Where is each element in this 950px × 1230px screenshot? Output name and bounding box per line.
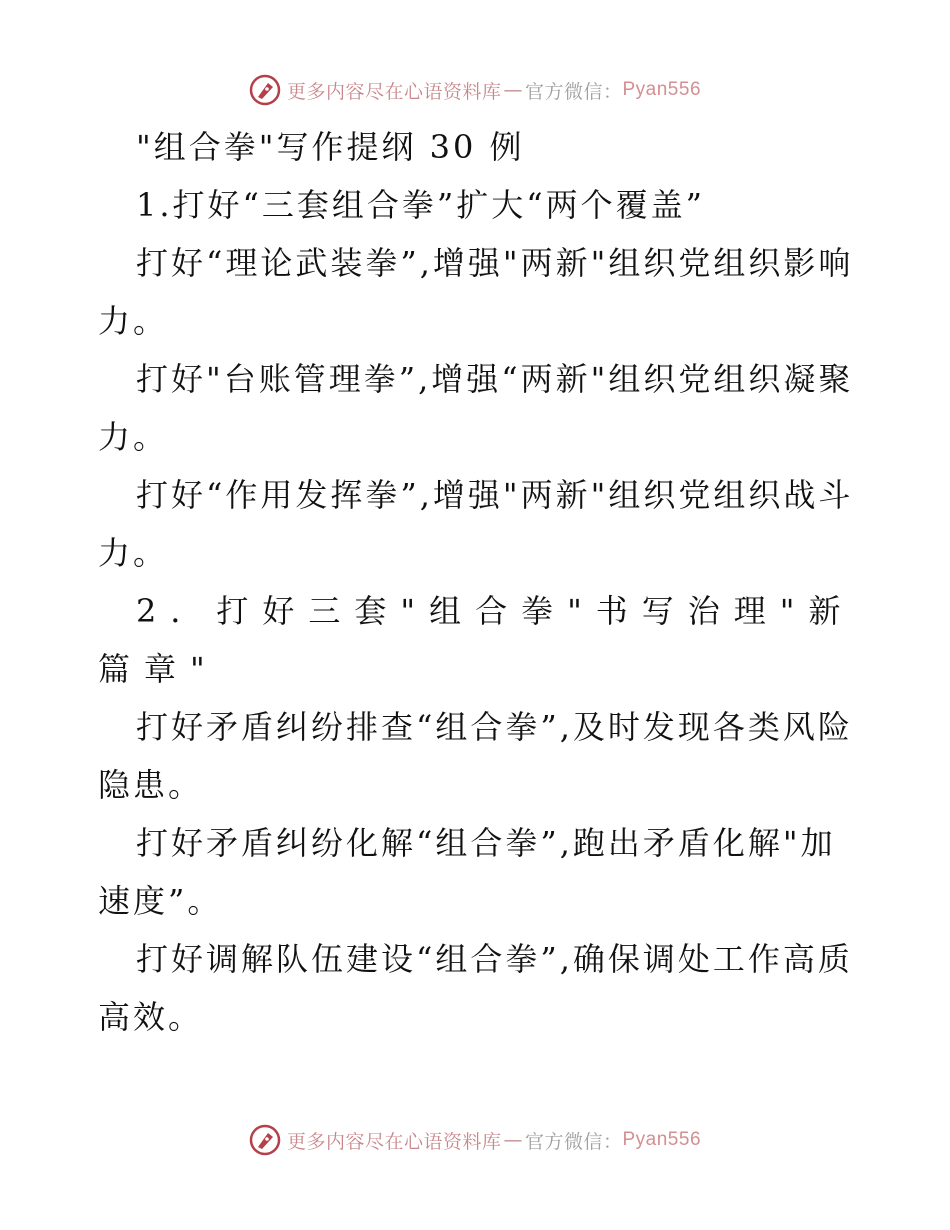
document-title: "组合拳"写作提纲 30 例 xyxy=(136,128,525,166)
footer-watermark xyxy=(0,1120,950,1160)
paragraph: 打好矛盾纠纷排查“组合拳”,及时发现各类风险隐患。 xyxy=(98,708,853,804)
watermark-site: 更多内容尽在心语资料库 xyxy=(286,80,502,103)
header-watermark xyxy=(0,70,950,110)
paragraph: 打好“作用发挥拳”,增强"两新"组织党组织战斗力。 xyxy=(98,476,854,572)
watermark-site: 更多内容尽在心语资料库 xyxy=(286,1130,502,1153)
section-heading-2: 2．打好三套"组合拳"书写治理"新篇章" xyxy=(98,592,855,688)
paragraph: 打好调解队伍建设“组合拳”,确保调处工作高质高效。 xyxy=(98,940,853,1036)
watermark-separator: — xyxy=(503,1129,523,1151)
watermark-separator: — xyxy=(503,79,523,101)
watermark-wechat-id: Pyan556 xyxy=(622,79,702,100)
watermark-wechat-label: 官方微信： xyxy=(524,80,623,103)
watermark-wechat-id: Pyan556 xyxy=(622,1129,702,1150)
document-body xyxy=(98,118,858,1046)
paragraph: 打好"台账管理拳”,增强“两新"组织党组织凝聚力。 xyxy=(98,360,854,456)
section-heading-1: 1.打好“三套组合拳”扩大“两个覆盖” xyxy=(136,186,705,224)
paragraph: 打好矛盾纠纷化解“组合拳”,跑出矛盾化解"加速度”。 xyxy=(98,824,836,920)
pen-nib-circle-icon xyxy=(249,1124,281,1156)
pen-nib-circle-icon xyxy=(249,74,281,106)
paragraph: 打好“理论武装拳”,增强"两新"组织党组织影响力。 xyxy=(98,244,854,340)
watermark-wechat-label: 官方微信： xyxy=(524,1130,623,1153)
